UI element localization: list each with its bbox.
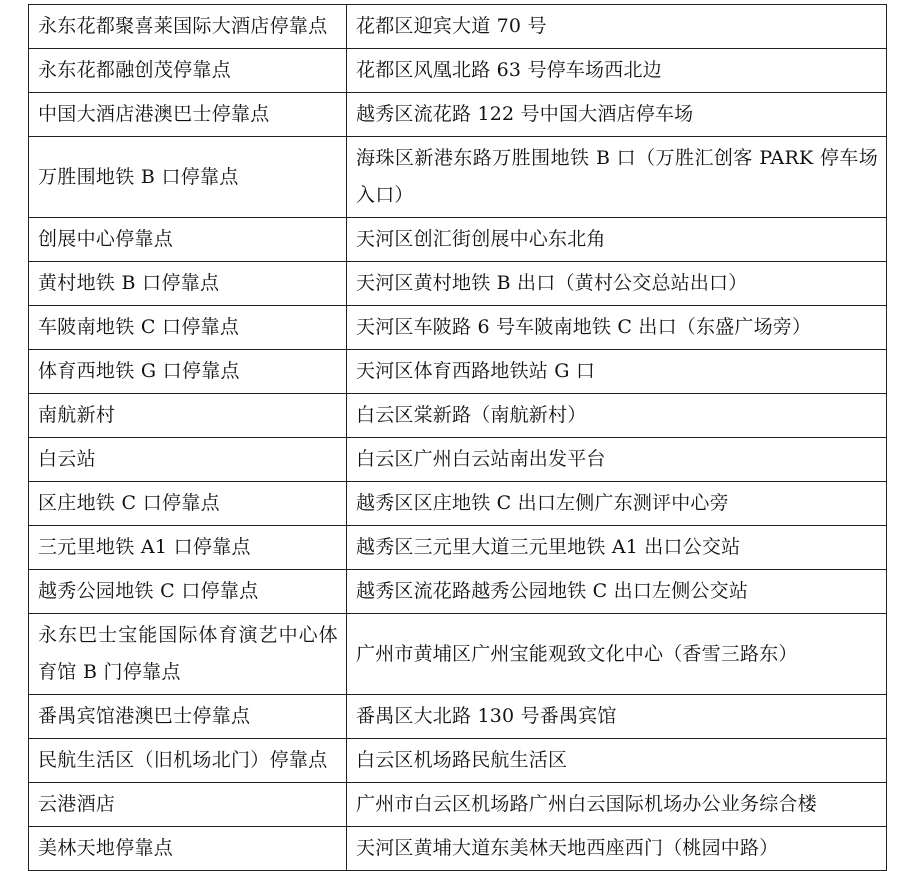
stop-name-cell: 车陂南地铁 C 口停靠点	[29, 306, 347, 350]
table-row	[29, 93, 887, 137]
stop-address-cell: 广州市白云区机场路广州白云国际机场办公业务综合楼	[347, 783, 887, 827]
table-row	[29, 482, 887, 526]
stop-name-cell: 中国大酒店港澳巴士停靠点	[29, 93, 347, 137]
stop-address-cell: 白云区机场路民航生活区	[347, 739, 887, 783]
table-row	[29, 827, 887, 871]
table-row	[29, 526, 887, 570]
stop-address-cell: 越秀区区庄地铁 C 出口左侧广东测评中心旁	[347, 482, 887, 526]
stop-address-cell: 番禺区大北路 130 号番禺宾馆	[347, 695, 887, 739]
table-row	[29, 394, 887, 438]
stop-address-cell: 天河区体育西路地铁站 G 口	[347, 350, 887, 394]
stop-name-cell: 黄村地铁 B 口停靠点	[29, 262, 347, 306]
table-row	[29, 570, 887, 614]
stop-name-cell: 创展中心停靠点	[29, 218, 347, 262]
stop-address-cell: 越秀区流花路越秀公园地铁 C 出口左侧公交站	[347, 570, 887, 614]
stop-name-cell: 永东花都聚喜莱国际大酒店停靠点	[29, 5, 347, 49]
table-row	[29, 49, 887, 93]
stop-name-cell: 番禺宾馆港澳巴士停靠点	[29, 695, 347, 739]
stop-name-cell: 南航新村	[29, 394, 347, 438]
stop-address-cell: 天河区黄埔大道东美林天地西座西门（桃园中路）	[347, 827, 887, 871]
table-row	[29, 262, 887, 306]
stops-table-body	[29, 5, 887, 871]
stop-name-cell: 云港酒店	[29, 783, 347, 827]
table-row	[29, 438, 887, 482]
stop-address-cell: 天河区车陂路 6 号车陂南地铁 C 出口（东盛广场旁）	[347, 306, 887, 350]
stop-name-cell: 三元里地铁 A1 口停靠点	[29, 526, 347, 570]
stop-name-cell: 永东花都融创茂停靠点	[29, 49, 347, 93]
stop-name-cell: 万胜围地铁 B 口停靠点	[29, 137, 347, 218]
table-row	[29, 695, 887, 739]
table-row	[29, 350, 887, 394]
stop-name-cell: 美林天地停靠点	[29, 827, 347, 871]
stop-name-cell: 越秀公园地铁 C 口停靠点	[29, 570, 347, 614]
stop-address-cell: 白云区棠新路（南航新村）	[347, 394, 887, 438]
stop-address-cell: 越秀区三元里大道三元里地铁 A1 出口公交站	[347, 526, 887, 570]
table-row	[29, 739, 887, 783]
stop-address-cell: 海珠区新港东路万胜围地铁 B 口（万胜汇创客 PARK 停车场入口）	[347, 137, 887, 218]
stop-address-cell: 天河区创汇街创展中心东北角	[347, 218, 887, 262]
stop-name-cell: 区庄地铁 C 口停靠点	[29, 482, 347, 526]
stop-name-cell: 永东巴士宝能国际体育演艺中心体育馆 B 门停靠点	[29, 614, 347, 695]
stop-name-cell: 民航生活区（旧机场北门）停靠点	[29, 739, 347, 783]
stop-name-cell: 白云站	[29, 438, 347, 482]
table-row	[29, 5, 887, 49]
stop-address-cell: 越秀区流花路 122 号中国大酒店停车场	[347, 93, 887, 137]
stop-address-cell: 广州市黄埔区广州宝能观致文化中心（香雪三路东）	[347, 614, 887, 695]
table-row	[29, 218, 887, 262]
table-row	[29, 137, 887, 218]
stop-address-cell: 花都区风凰北路 63 号停车场西北边	[347, 49, 887, 93]
table-row	[29, 614, 887, 695]
stop-name-cell: 体育西地铁 G 口停靠点	[29, 350, 347, 394]
stops-table	[28, 4, 887, 871]
stop-address-cell: 白云区广州白云站南出发平台	[347, 438, 887, 482]
table-row	[29, 306, 887, 350]
stop-address-cell: 天河区黄村地铁 B 出口（黄村公交总站出口）	[347, 262, 887, 306]
table-row	[29, 783, 887, 827]
stop-address-cell: 花都区迎宾大道 70 号	[347, 5, 887, 49]
